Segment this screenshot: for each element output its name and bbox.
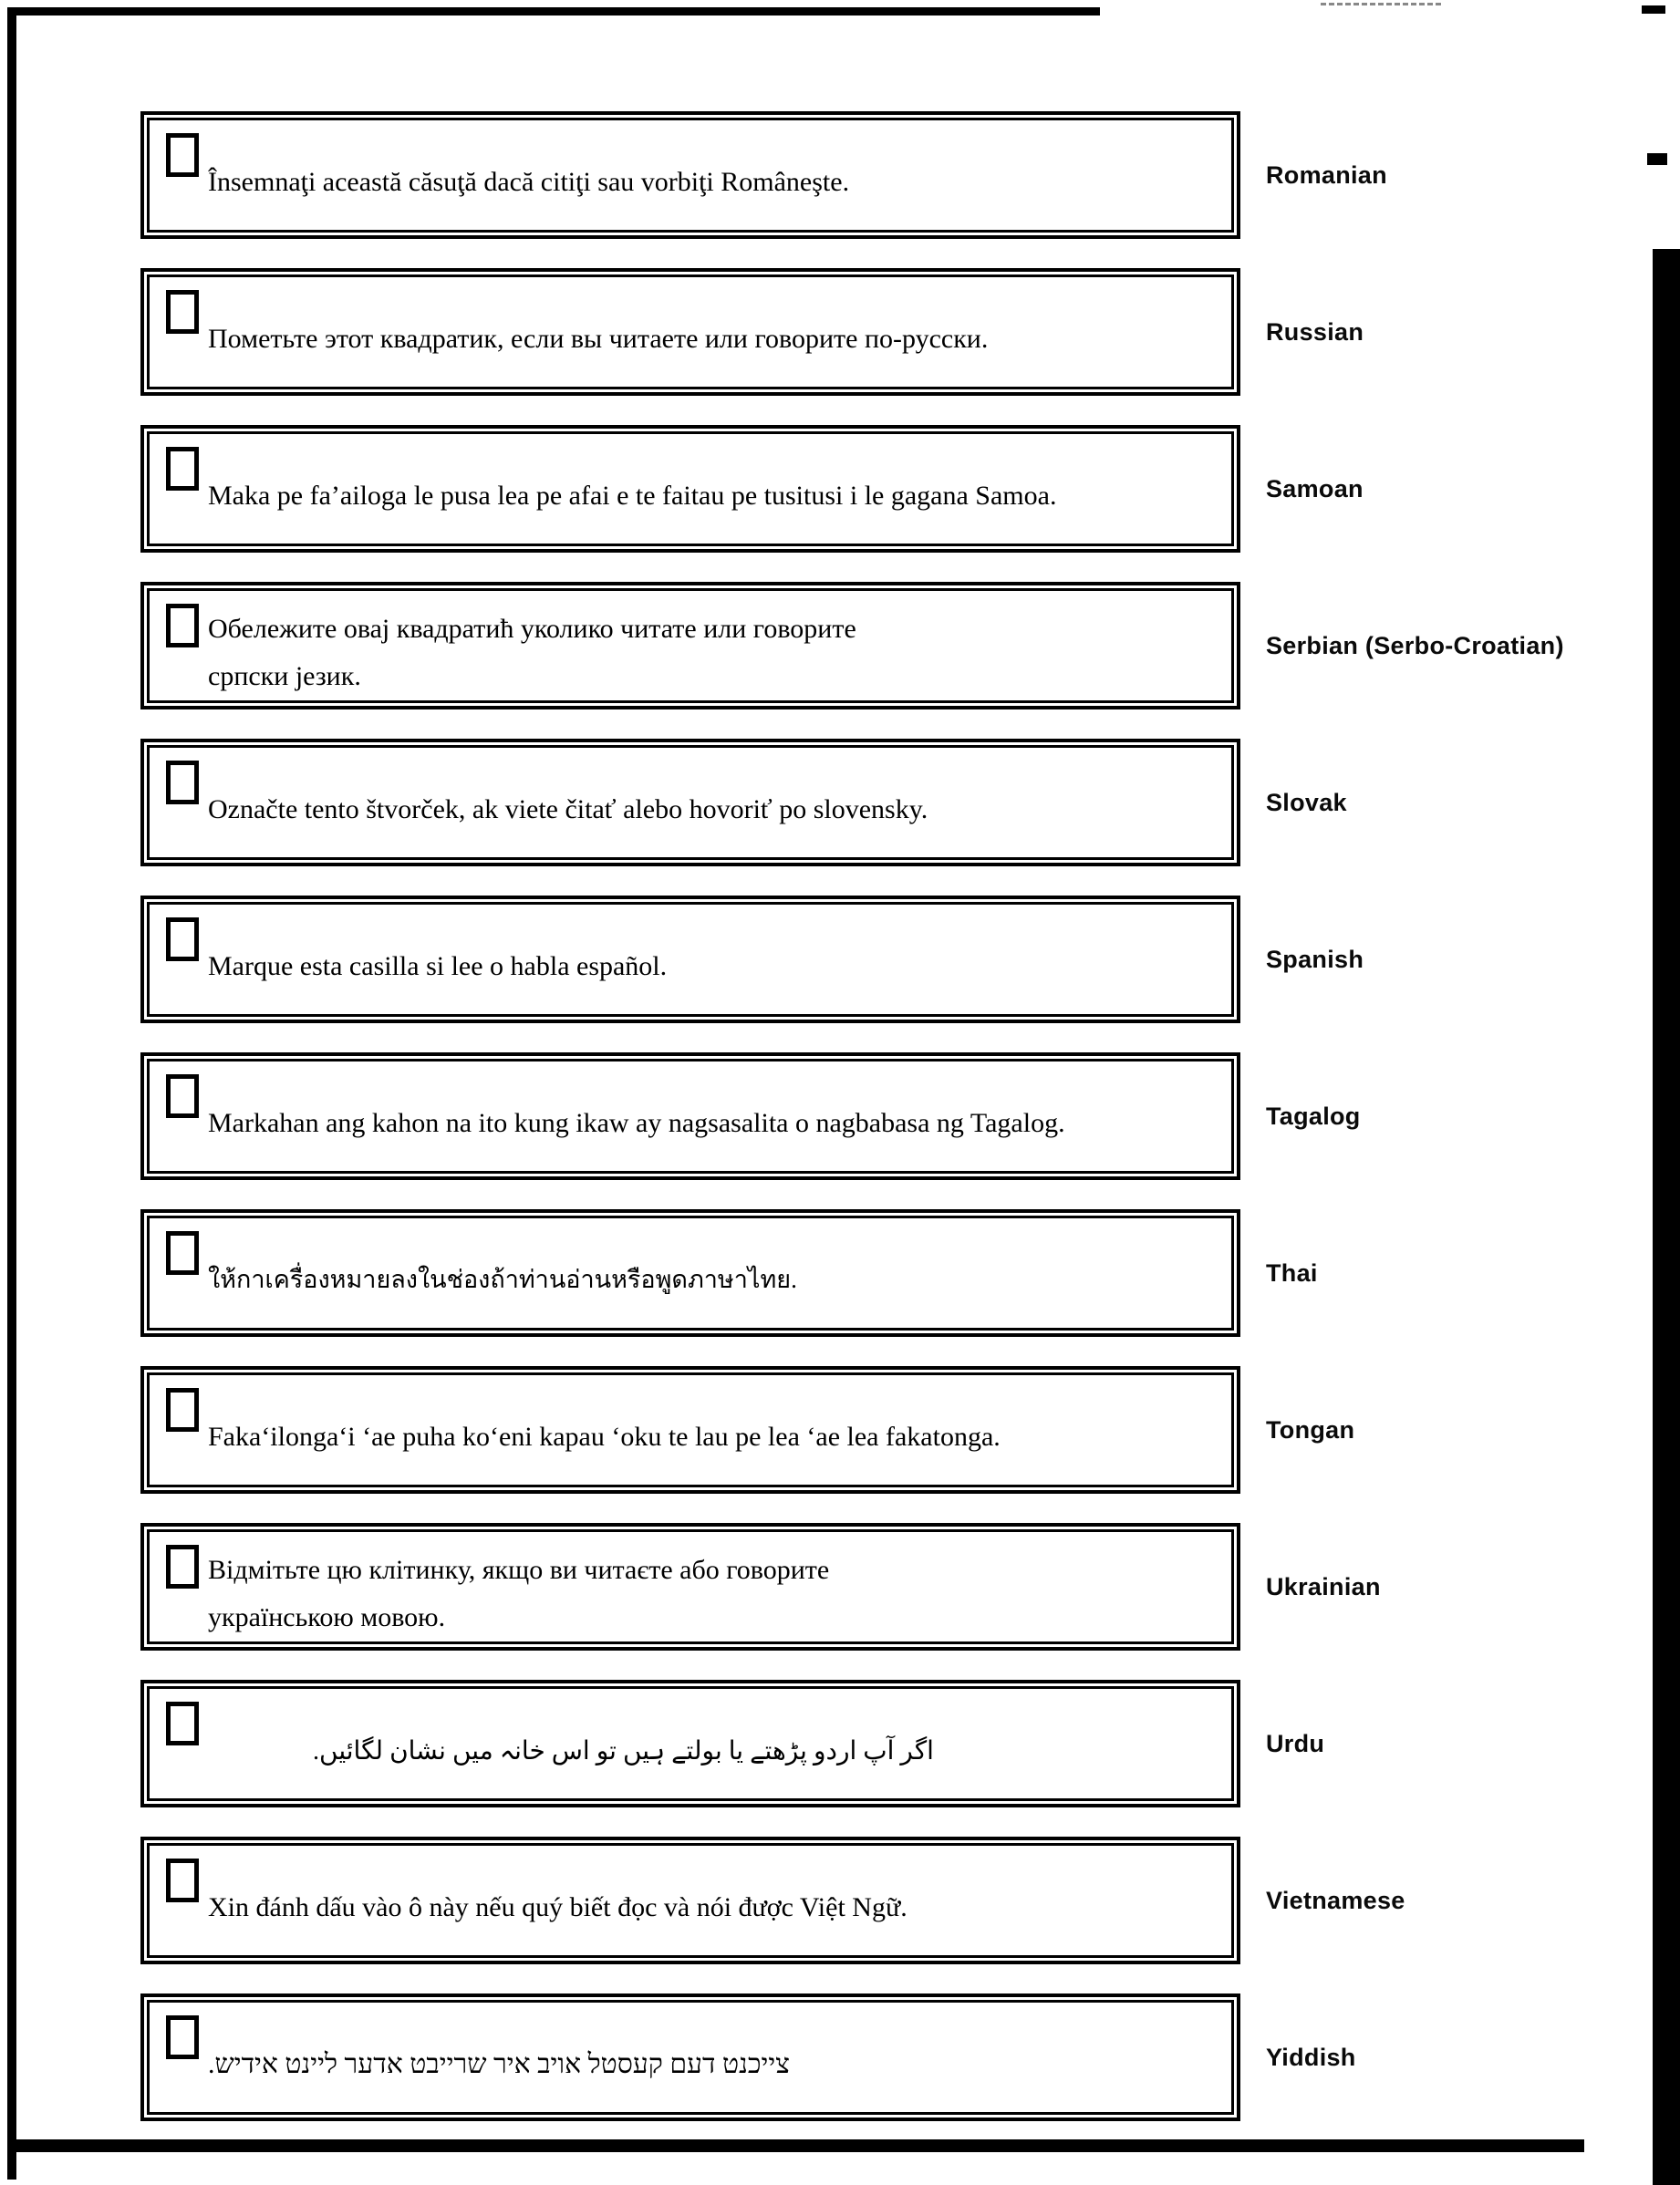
language-checkbox[interactable] [166,1859,199,1902]
instruction-text [208,921,1219,1012]
instruction-box [140,1209,1240,1337]
language-checkbox[interactable] [166,1545,199,1589]
instruction-line: Maka pe fa’ailoga le pusa lea pe afai e te faitau pe tusitusi i le gagana Samoa. [208,480,1057,511]
language-row [0,268,1680,396]
language-label: Serbian (Serbo-Croatian) [1266,632,1564,659]
language-label: Thai [1266,1259,1318,1287]
instruction-box-inner [147,1059,1234,1174]
language-row [0,111,1680,239]
instruction-box [140,582,1240,709]
instruction-box-inner [147,431,1234,546]
instruction-box [140,268,1240,396]
instruction-box-inner [147,1686,1234,1801]
instruction-box [140,1837,1240,1964]
language-checkbox[interactable] [166,1074,199,1118]
instruction-text [208,137,1219,228]
instruction-text [208,1235,1219,1326]
language-checkbox[interactable] [166,1231,199,1275]
instruction-box-inner [147,1529,1234,1644]
instruction-line: Marque esta casilla si lee o habla español. [208,950,668,981]
instruction-box-inner [147,1216,1234,1331]
instruction-text [208,607,1219,699]
instruction-line: Обележите овај квадратић уколико читате или говорите [208,613,856,644]
instruction-line: ให้กาเครื่องหมายลงในช่องถ้าท่านอ่านหรือพูดภาษาไทย. [208,1266,797,1294]
language-checkbox[interactable] [166,604,199,647]
instruction-text [208,764,1219,855]
instruction-line: Faka‘ilonga‘i ‘ae puha ko‘eni kapau ‘oku te lau pe lea ‘ae lea fakatonga. [208,1421,1001,1452]
language-checkbox[interactable] [166,761,199,804]
language-row [0,896,1680,1023]
language-checkbox[interactable] [166,290,199,334]
language-label: Spanish [1266,946,1364,973]
instruction-line: צייכנט דעם קעסטל אויב איר שרייבט אדער ליינט אידיש. [208,2048,790,2079]
language-checkbox[interactable] [166,133,199,177]
language-label: Tongan [1266,1416,1355,1444]
instruction-box [140,1366,1240,1494]
instruction-line: українською мовою. [208,1602,446,1632]
instruction-box [140,1052,1240,1180]
instruction-line: Însemnaţi această căsuţă dacă citiţi sau vorbiţi Româneşte. [208,166,850,197]
language-label: Tagalog [1266,1103,1361,1130]
instruction-line: српски језик. [208,661,361,691]
scan-dashed-mark [1321,3,1441,5]
instruction-box-inner [147,1372,1234,1487]
scan-edge-bottom [9,2139,1584,2152]
language-checkbox[interactable] [166,2015,199,2059]
instruction-line: اگر آپ اردو پڑھتے یا بولتے ہیں تو اس خانہ میں نشان لگائیں. [313,1736,934,1766]
instruction-box-inner [147,118,1234,233]
language-row [0,739,1680,866]
language-label: Vietnamese [1266,1887,1405,1914]
language-label: Yiddish [1266,2044,1356,2071]
instruction-text [208,1862,1219,1953]
language-label: Samoan [1266,475,1364,502]
instruction-line: Відмітьте цю клітинку, якщо ви читаєте або говорите [208,1554,830,1585]
language-label: Ukrainian [1266,1573,1381,1600]
instruction-text [208,1392,1219,1483]
language-label: Urdu [1266,1730,1325,1757]
instruction-box-inner [147,1843,1234,1958]
language-label: Romanian [1266,161,1387,189]
language-label: Slovak [1266,789,1347,816]
language-checkbox[interactable] [166,1388,199,1432]
language-row [0,1209,1680,1337]
instruction-box [140,739,1240,866]
language-row [0,1523,1680,1651]
instruction-box-inner [147,588,1234,703]
instruction-text [208,1705,1219,1797]
language-row [0,1366,1680,1494]
instruction-line: Markahan ang kahon na ito kung ikaw ay nagsasalita o nagbabasa ng Tagalog. [208,1107,1065,1138]
instruction-text [208,1078,1219,1169]
instruction-text [208,1548,1219,1640]
language-row [0,425,1680,553]
instruction-box-inner [147,902,1234,1017]
scan-corner-dash-mark [1642,5,1665,14]
language-row [0,1837,1680,1964]
language-label: Russian [1266,318,1364,346]
instruction-box [140,1680,1240,1807]
instruction-box [140,1523,1240,1651]
instruction-box-inner [147,2000,1234,2115]
instruction-box [140,896,1240,1023]
instruction-box [140,111,1240,239]
language-row [0,1680,1680,1807]
language-row [0,582,1680,709]
instruction-box-inner [147,745,1234,860]
instruction-line: Označte tento štvorček, ak viete čitať alebo hovoriť po slovensky. [208,793,928,824]
language-row [0,1993,1680,2121]
instruction-line: Xin đánh dấu vào ô này nếu quý biết đọc và nói được Việt Ngữ. [208,1891,907,1922]
language-checkbox[interactable] [166,917,199,961]
instruction-box [140,425,1240,553]
instruction-line: Пометьте этот квадратик, если вы читаете или говорите по-русски. [208,323,989,354]
instruction-box [140,1993,1240,2121]
language-checkbox[interactable] [166,447,199,491]
instruction-text [208,294,1219,385]
instruction-box-inner [147,274,1234,389]
language-checkbox[interactable] [166,1702,199,1745]
instruction-text [208,2019,1219,2110]
language-row [0,1052,1680,1180]
scan-edge-top [7,7,1100,16]
instruction-text [208,450,1219,542]
